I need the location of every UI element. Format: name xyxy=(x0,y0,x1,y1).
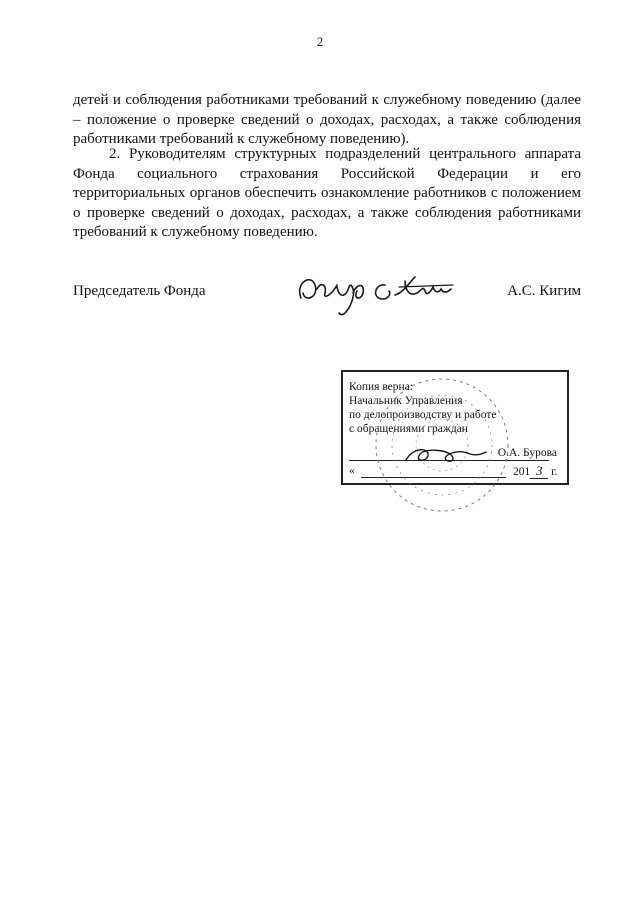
stamp-official-name: О.А. Бурова xyxy=(497,447,557,459)
paragraph-continuation: детей и соблюдения работниками требований к служебному поведению (далее – положение о проверке сведений о доходах, расходах, а также соблюдения работниками требований к служебному поведению). xyxy=(73,92,581,147)
stamp-date-year-prefix: 201 xyxy=(513,466,531,478)
paragraph-item-2-text: 2. Руководителям структурных подразделений центрального аппарата Фонда социального страхования Российской Федерации и его территориальных органов обеспечить ознакомление работников с положением о проверке сведений о доходах, расходах, а также соблюдения работниками требований к служебному поведению. xyxy=(73,146,581,240)
stamp-date-line xyxy=(361,477,506,478)
stamp-line-department: по делопроизводству и работе xyxy=(349,409,497,421)
stamp-date-year-digit: 3 xyxy=(530,464,548,479)
stamp-date-year-suffix: г. xyxy=(551,466,558,478)
stamp-line-position: Начальник Управления xyxy=(349,395,463,407)
stamp-line-department-cont: с обращениями граждан xyxy=(349,423,468,435)
stamp-date-quote: « xyxy=(349,465,355,477)
stamp-date-year xyxy=(513,464,557,479)
handwritten-signature xyxy=(293,263,473,323)
paragraph-item-2 xyxy=(73,145,581,243)
page-number: 2 xyxy=(316,34,324,49)
stamp-line-copy-true: Копия верна: xyxy=(349,381,413,393)
signer-name: А.С. Кигим xyxy=(507,283,581,299)
signer-title: Председатель Фонда xyxy=(73,283,206,299)
stamp-handwritten-signature xyxy=(400,440,490,470)
